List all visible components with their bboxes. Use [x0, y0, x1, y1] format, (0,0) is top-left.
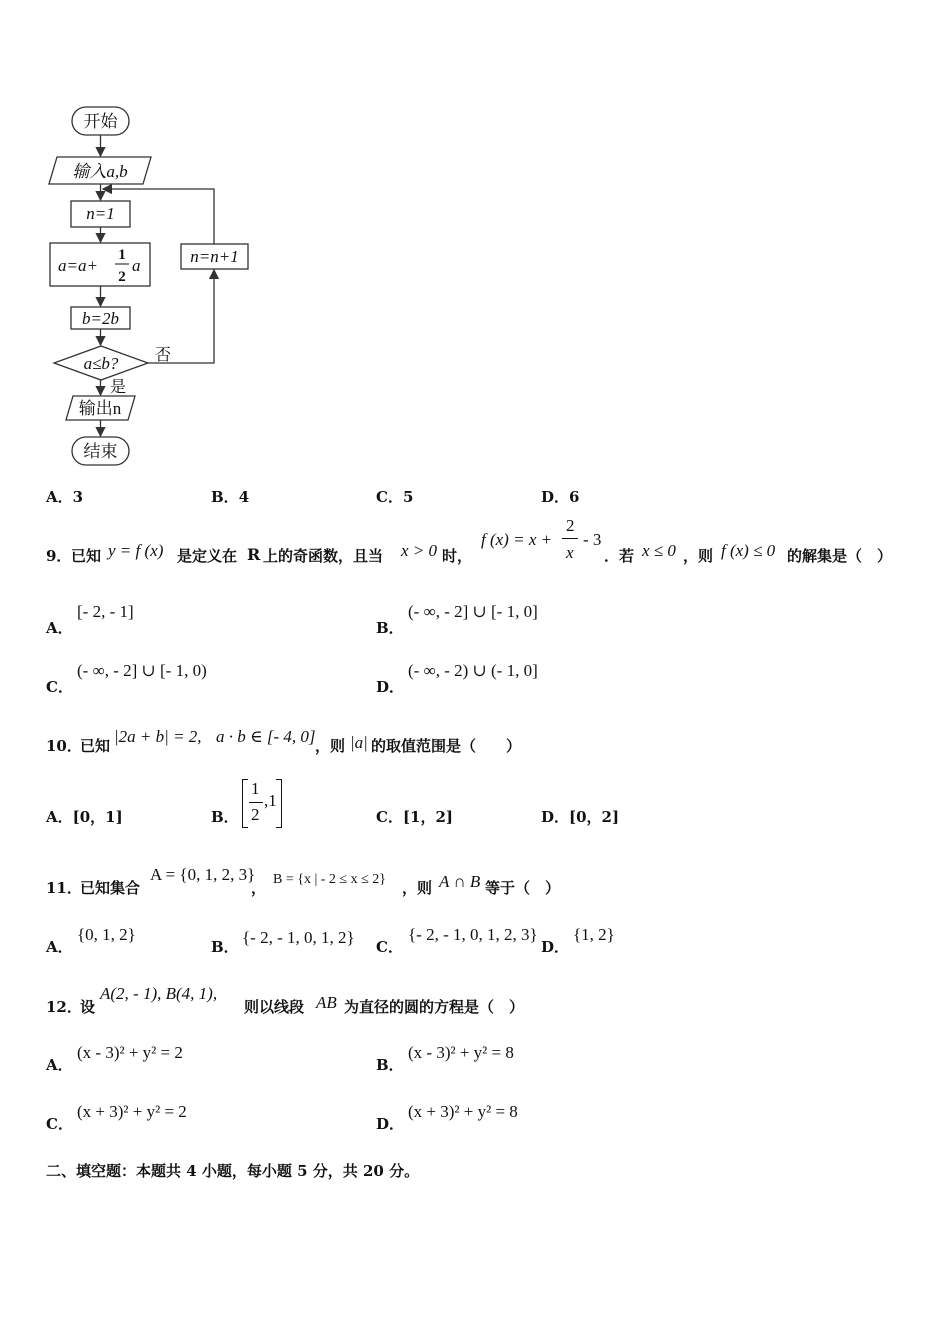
- start-label: 开始: [83, 112, 118, 131]
- step-a-tail: a: [132, 256, 141, 275]
- q12-text-2: 则以线段: [244, 998, 305, 1016]
- q8-option-c[interactable]: C．5: [376, 488, 414, 506]
- q10-math-3: |a|: [350, 733, 368, 752]
- q12-math-1: A(2, - 1), B(4, 1),: [100, 984, 218, 1003]
- q9-math-6: f (x) ≤ 0: [721, 541, 776, 560]
- step-b-label: b=2b: [82, 309, 119, 328]
- q9-frac-denominator: x: [566, 543, 574, 562]
- yes-label: 是: [110, 379, 127, 396]
- q9-math-3: x > 0: [401, 541, 438, 560]
- q9-text-7: 的解集是（ ）: [787, 547, 893, 565]
- q11-text-3: ，则: [402, 879, 433, 897]
- q12-math-2: AB: [316, 993, 337, 1012]
- q9-text-3: 上的奇函数，且当: [263, 547, 384, 565]
- q9-math-5: x ≤ 0: [642, 541, 676, 560]
- step-a-label: a=a+: [58, 256, 98, 275]
- q10-b-right-bracket: [276, 779, 282, 828]
- init-label: n=1: [86, 204, 115, 223]
- q10-math-1: |2a + b| = 2,: [114, 727, 202, 746]
- q10-option-a[interactable]: A．[0，1]: [46, 808, 123, 826]
- half-denominator: 2: [118, 269, 126, 285]
- input-label: 输入a,b: [72, 162, 128, 181]
- q9-text-4: 时，: [442, 547, 473, 565]
- q10-text-3: 的取值范围是（ ）: [371, 737, 522, 755]
- q9-text-5: ．若: [604, 547, 635, 565]
- end-label: 结束: [83, 442, 118, 461]
- q10-number: 10．: [46, 737, 82, 755]
- q11-text-4: 等于（ ）: [485, 879, 561, 897]
- half-numerator: 1: [118, 247, 126, 263]
- q9-math-1: y = f (x): [108, 541, 164, 560]
- increment-label: n=n+1: [190, 247, 239, 266]
- q12-text-3: 为直径的圆的方程是（ ）: [344, 998, 525, 1016]
- q10-math-2: a · b ∈ [- 4, 0]: [216, 727, 316, 746]
- q10-b-frac-bar: [249, 802, 263, 803]
- q10-option-d[interactable]: D．[0，2]: [541, 808, 620, 826]
- q11-number: 11．: [46, 879, 82, 897]
- q8-option-a[interactable]: A．3: [46, 488, 84, 506]
- no-label: 否: [155, 347, 172, 364]
- q11-math-1: A = {0, 1, 2, 3}: [150, 865, 256, 884]
- q9-math-4a: f (x) = x +: [481, 530, 553, 549]
- q10-b-denominator: 2: [251, 805, 260, 824]
- q9-frac-numerator: 2: [566, 516, 575, 535]
- q11-text-1: 已知集合: [80, 879, 141, 897]
- q10-b-tail: ,1: [264, 791, 277, 810]
- q9-frac-bar: [562, 538, 578, 539]
- q10-b-left-bracket: [242, 779, 248, 828]
- condition-label: a≤b?: [83, 354, 119, 373]
- q10-text-1: 已知: [80, 737, 111, 755]
- q8-option-b[interactable]: B．4: [211, 488, 250, 506]
- q12-text-1: 设: [80, 998, 96, 1016]
- q8-option-d[interactable]: D．6: [541, 488, 580, 506]
- q9-text-6: ，则: [683, 547, 714, 565]
- q9-math-4b: - 3: [583, 530, 602, 549]
- q9-text-1: 已知: [71, 547, 102, 565]
- section-2-heading: 二、填空题：本题共 4 小题，每小题 5 分，共 20 分。: [46, 1162, 420, 1180]
- q10-text-2: ，则: [315, 737, 346, 755]
- q11-math-3: A ∩ B: [439, 872, 481, 891]
- q9-number: 9．: [46, 547, 72, 565]
- q12-number: 12．: [46, 998, 82, 1016]
- flowchart: [0, 0, 300, 480]
- q10-b-numerator: 1: [251, 779, 260, 798]
- q9-text-2: 是定义在: [177, 547, 238, 565]
- q11-math-2: B = {x | - 2 ≤ x ≤ 2}: [273, 872, 387, 887]
- q10-option-c[interactable]: C．[1，2]: [376, 808, 454, 826]
- q11-text-2: ，: [251, 879, 267, 897]
- output-label: 输出n: [78, 399, 122, 418]
- q9-math-2: R: [247, 545, 261, 564]
